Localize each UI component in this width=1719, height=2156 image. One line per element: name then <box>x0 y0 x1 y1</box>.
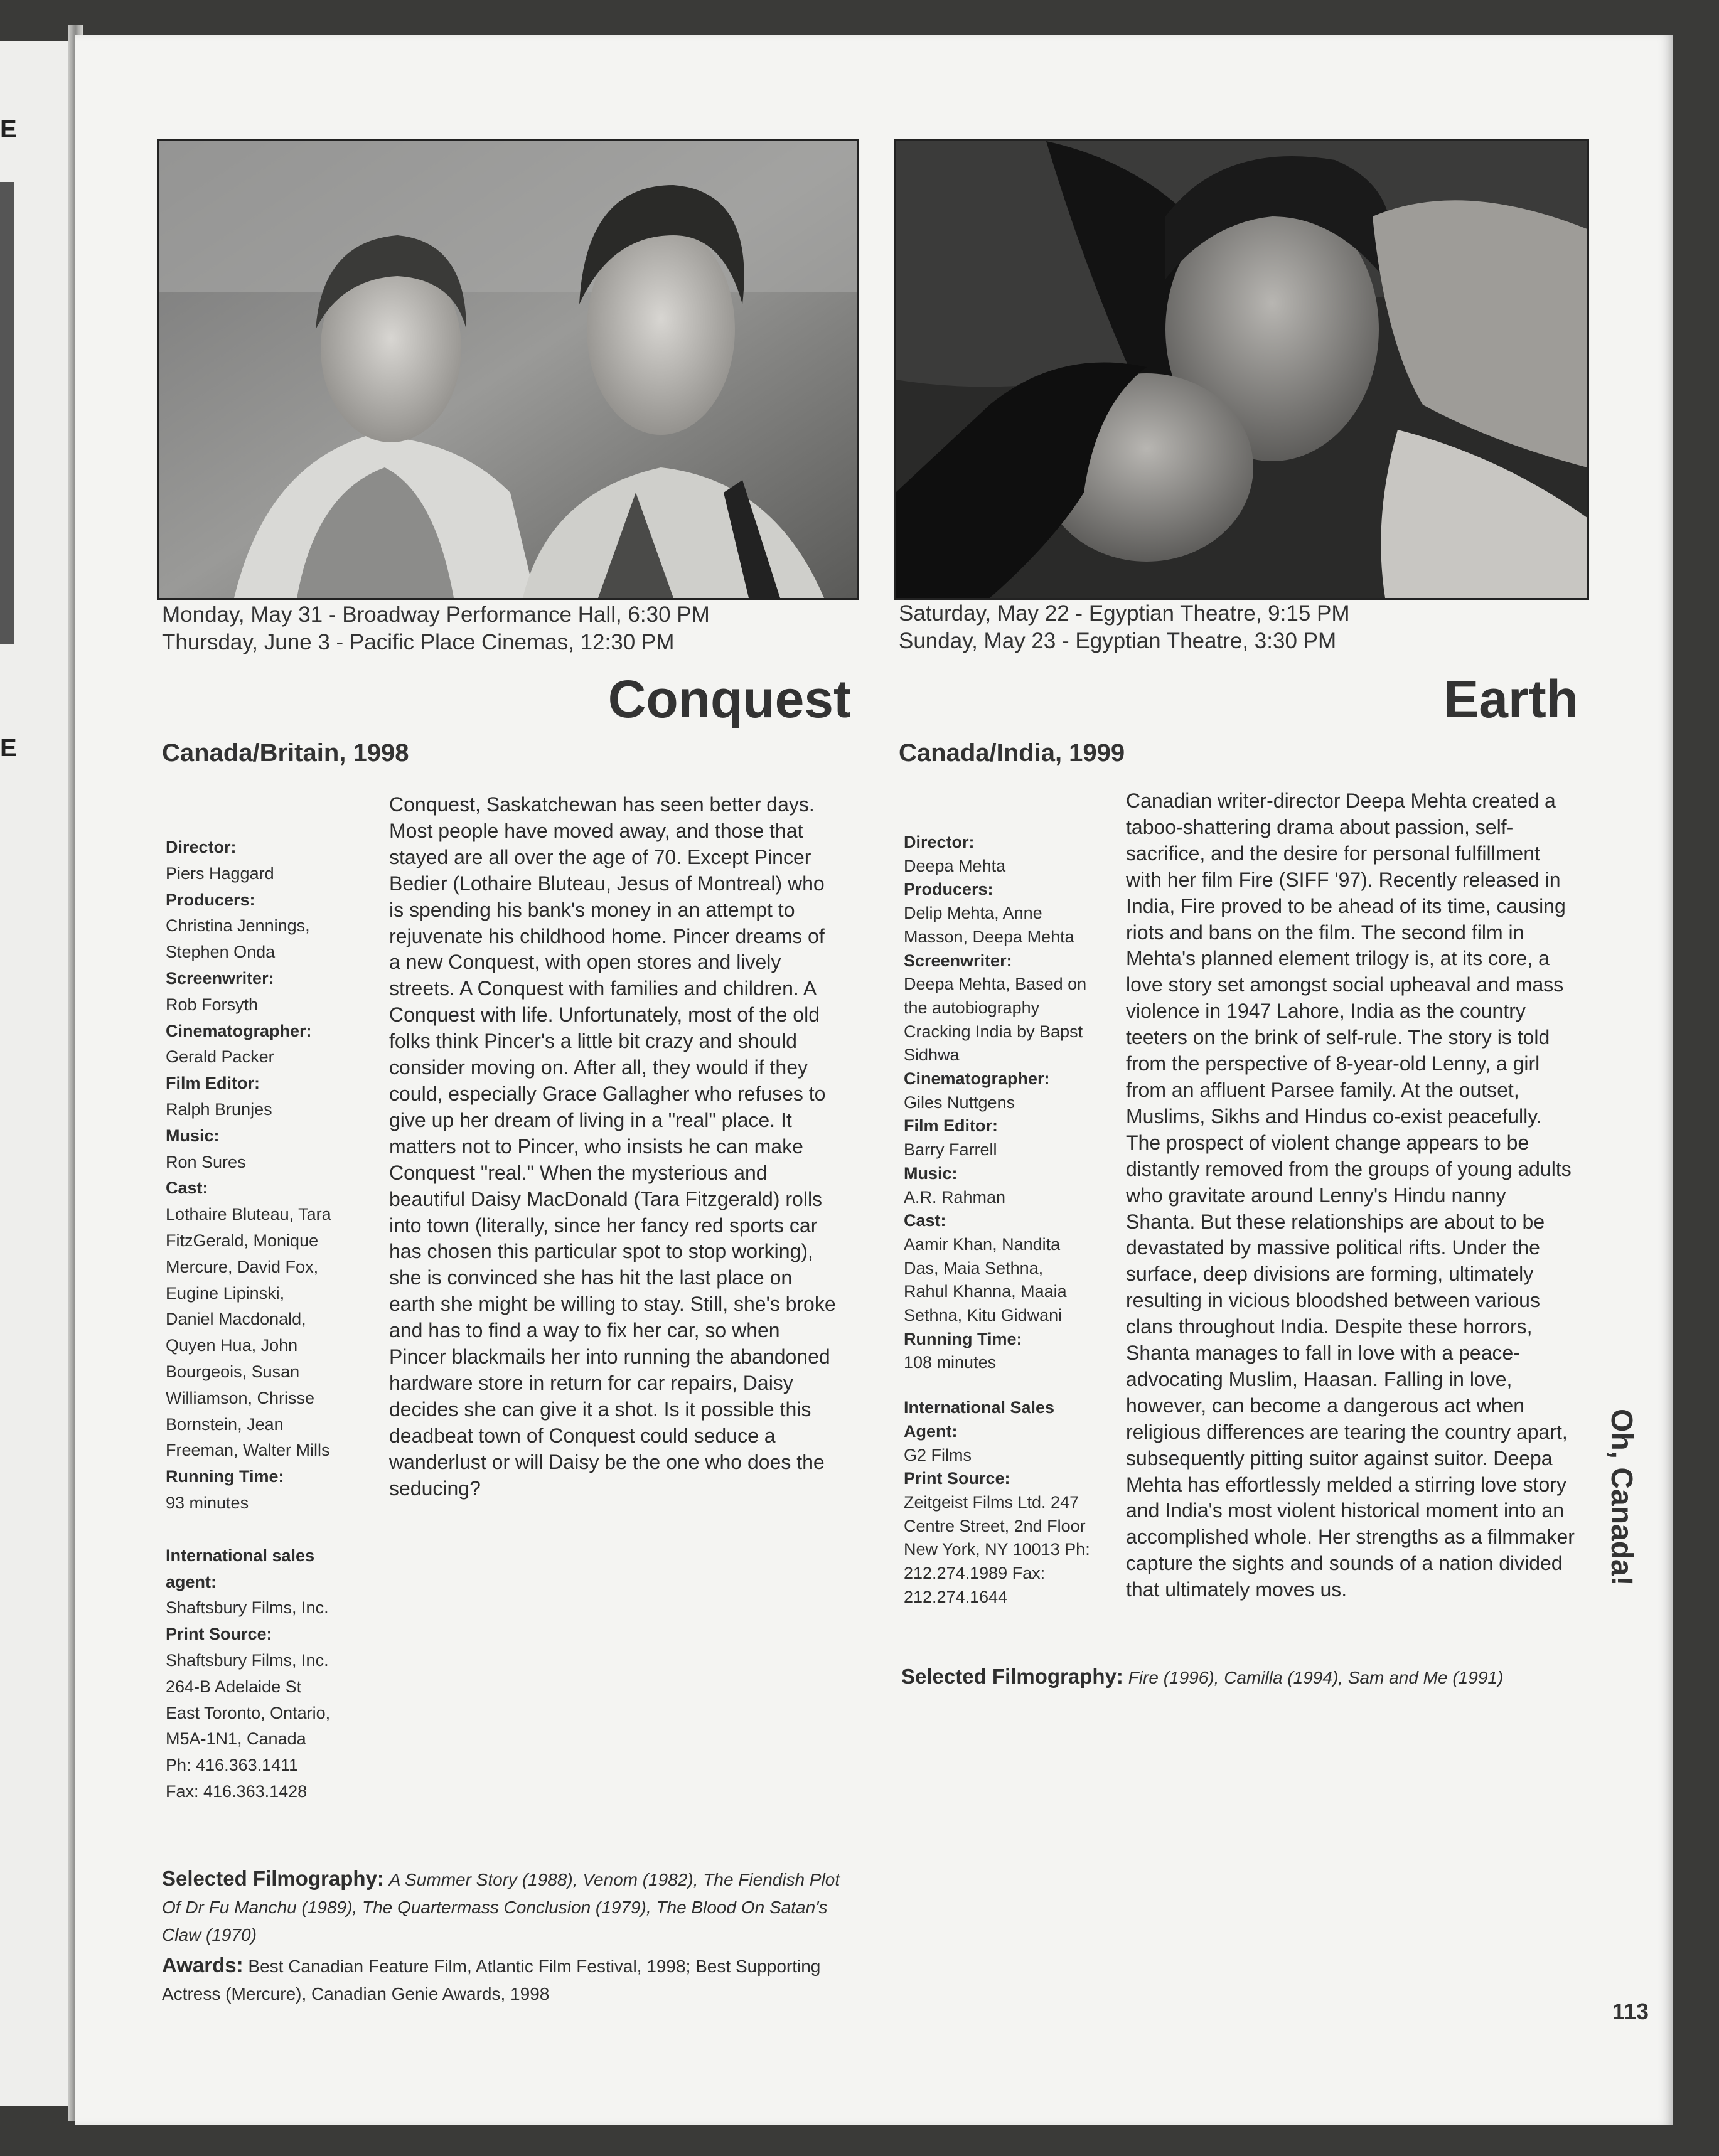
filmography-label: Selected Filmography: <box>901 1665 1123 1688</box>
earth-credits <box>904 831 1092 1609</box>
screening-line: Saturday, May 22 - Egyptian Theatre, 9:15 PM <box>899 601 1350 626</box>
credit-label: Running Time: <box>904 1329 1022 1348</box>
credit-value: Barry Farrell <box>904 1140 997 1160</box>
previous-page-letter: E <box>0 734 17 762</box>
credit-label: Music: <box>166 1126 220 1145</box>
conquest-filmography <box>162 1865 859 2008</box>
previous-page-letter: E <box>0 115 17 143</box>
credit-value: Christina Jennings, Stephen Onda <box>166 916 310 962</box>
credit-value: 108 minutes <box>904 1353 997 1372</box>
credit-value: Piers Haggard <box>166 863 274 883</box>
conquest-credits <box>166 835 335 1805</box>
credit-label: Producers: <box>904 880 993 899</box>
screening-line: Monday, May 31 - Broadway Performance Hall, 6:30 PM <box>162 602 710 627</box>
page-number: 113 <box>1612 1999 1649 2024</box>
credit-value: Rob Forsyth <box>166 995 259 1014</box>
credit-label: Cinematographer: <box>904 1069 1050 1089</box>
filmography-label: Selected Filmography: <box>162 1867 384 1890</box>
credit-value: Aamir Khan, Nandita Das, Maia Sethna, Rahul Khanna, Maaia Sethna, Kitu Gidwani <box>904 1234 1067 1325</box>
credit-label: Print Source: <box>904 1469 1010 1488</box>
section-title: Oh, Canada! <box>1605 1409 1638 1586</box>
conquest-country-year: Canada/Britain, 1998 <box>162 739 409 767</box>
credit-label: Director: <box>166 838 237 857</box>
credit-label: Running Time: <box>166 1467 284 1486</box>
credit-value: Ralph Brunjes <box>166 1099 272 1119</box>
screening-line: Thursday, June 3 - Pacific Place Cinemas, 12:30 PM <box>162 630 675 654</box>
earth-still-photo <box>894 139 1589 600</box>
credit-label: Screenwriter: <box>904 951 1012 970</box>
credit-value: Shaftsbury Films, Inc. <box>166 1598 329 1618</box>
credit-label: Producers: <box>166 890 255 909</box>
credit-label: Director: <box>904 833 975 851</box>
earth-country-year: Canada/India, 1999 <box>899 739 1125 767</box>
filmography-list: Fire (1996), Camilla (1994), Sam and Me (1991) <box>1128 1668 1504 1687</box>
credit-value: A.R. Rahman <box>904 1187 1006 1207</box>
credit-label: Cast: <box>904 1211 946 1230</box>
credit-label: International Sales Agent: <box>904 1398 1055 1441</box>
credit-label: Cast: <box>166 1178 208 1198</box>
credit-value: Ron Sures <box>166 1152 246 1171</box>
credit-value: Giles Nuttgens <box>904 1092 1015 1112</box>
conquest-schedule <box>162 601 710 656</box>
earth-description: Canadian writer-director Deepa Mehta created a taboo-shattering drama about passion, self-sacrifice, and the desire for personal fulfillment with her film Fire (SIFF '97). Recently released in India, Fire proved to be ahead of its time, causing riots and bans on the film. The second film in Mehta's planned element trilogy is, at its core, a love story set amongst social upheaval and mass violence in 1947 Lahore, India as the country teeters on the brink of self-rule. The story is told from the perspective of 8-year-old Lenny, a girl from an affluent Parsee family. At the outset, Muslims, Sikhs and Hindus co-exist peacefully. The prospect of violent change appears to be distantly removed from the groups of young adults who gravitate around Lenny's Hindu nanny Shanta. But these relationships are about to be devastated by massive political rifts. Under the surface, deep divisions are forming, ultimately resulting in vicious bloodshed between various clans throughout India. Despite these horrors, Shanta manages to fall in love with a peace-advocating Muslim, Haasan. Falling in love, however, can become a dangerous act when religious differences are tearing the country apart, subsequently pitting suitor against suitor. Deepa Mehta has effortlessly melded a stirring love story and India's most violent historical moment into an accomplished whole. Her strengths as a filmmaker capture the sights and sounds of a nation divided that ultimately moves us. <box>1126 789 1575 1601</box>
earth-schedule <box>899 600 1350 655</box>
awards-label: Awards: <box>162 1953 244 1977</box>
credit-label: Music: <box>904 1163 958 1183</box>
credit-value: Deepa Mehta, Based on the autobiography Cracking India by Bapst Sidhwa <box>904 974 1087 1065</box>
credit-label: Film Editor: <box>904 1116 998 1136</box>
credit-value: G2 Films <box>904 1445 972 1465</box>
film-title-conquest: Conquest <box>608 670 851 728</box>
credit-label: Screenwriter: <box>166 968 274 988</box>
credit-value: Lothaire Bluteau, Tara FitzGerald, Monique Mercure, David Fox, Eugine Lipinski, Daniel Macdonald, Quyen Hua, John Bourgeois, Susan Williamson, Chrisse Bornstein, Jean Freeman, Walter Mills <box>166 1205 331 1460</box>
credit-value: 93 minutes <box>166 1493 249 1512</box>
credit-value: Gerald Packer <box>166 1047 274 1067</box>
conquest-description: Conquest, Saskatchewan has seen better days. Most people have moved away, and those that stayed are all over the age of 70. Except Pincer Bedier (Lothaire Bluteau, Jesus of Montreal) who is spending his bank's money in an attempt to rejuvenate his childhood home. Pincer dreams of a new Conquest, with open stores and lively streets. A Conquest with families and children. A Conquest with life. Unfortunately, most of the old folks think Pincer's a little bit crazy and should consider moving on. After all, they would if they could, especially Grace Gallagher who refuses to give up her dream of living in a "real" place. It matters not to Pincer, who insists he can make Conquest "real." When the mysterious and beautiful Daisy MacDonald (Tara Fitzgerald) rolls into town (literally, since her fancy red sports car has chosen this particular spot to stop working), she is convinced she has hit the last place on earth she might be willing to stay. Still, she's broke and has to find a way to fix her car, so when Pincer blackmails her into running the abandoned hardware store in return for car repairs, Daisy decides she can give it a shot. Is it possible this deadbeat town of Conquest could seduce a wanderlust or will Daisy be the one who does the seducing? <box>389 793 836 1500</box>
credit-value: Delip Mehta, Anne Masson, Deepa Mehta <box>904 904 1074 946</box>
credit-value: Zeitgeist Films Ltd. 247 Centre Street, 2nd Floor New York, NY 10013 Ph: 212.274.1989 Fax: 212.274.1644 <box>904 1492 1090 1606</box>
earth-filmography <box>901 1663 1592 1692</box>
credit-label: International sales agent: <box>166 1545 315 1591</box>
credit-label: Print Source: <box>166 1625 272 1644</box>
filmography-list: A Summer Story (1988), Venom (1982), The Fiendish Plot Of Dr Fu Manchu (1989), The Quartermass Conclusion (1979), The Blood On Satan's Claw (1970) <box>162 1870 840 1945</box>
previous-page-photo <box>0 182 14 644</box>
previous-page-edge <box>0 41 68 2106</box>
credit-value: Shaftsbury Films, Inc. 264-B Adelaide St East Toronto, Ontario, M5A-1N1, Canada Ph: 416.363.1411 Fax: 416.363.1428 <box>166 1650 331 1801</box>
film-title-earth: Earth <box>1443 670 1578 728</box>
credit-label: Cinematographer: <box>166 1021 312 1040</box>
conquest-still-photo <box>157 139 859 600</box>
credit-value: Deepa Mehta <box>904 856 1006 875</box>
credit-label: Film Editor: <box>166 1074 260 1093</box>
awards-list: Best Canadian Feature Film, Atlantic Film Festival, 1998; Best Supporting Actress (Mercure), Canadian Genie Awards, 1998 <box>162 1956 821 2004</box>
screening-line: Sunday, May 23 - Egyptian Theatre, 3:30 PM <box>899 629 1337 653</box>
